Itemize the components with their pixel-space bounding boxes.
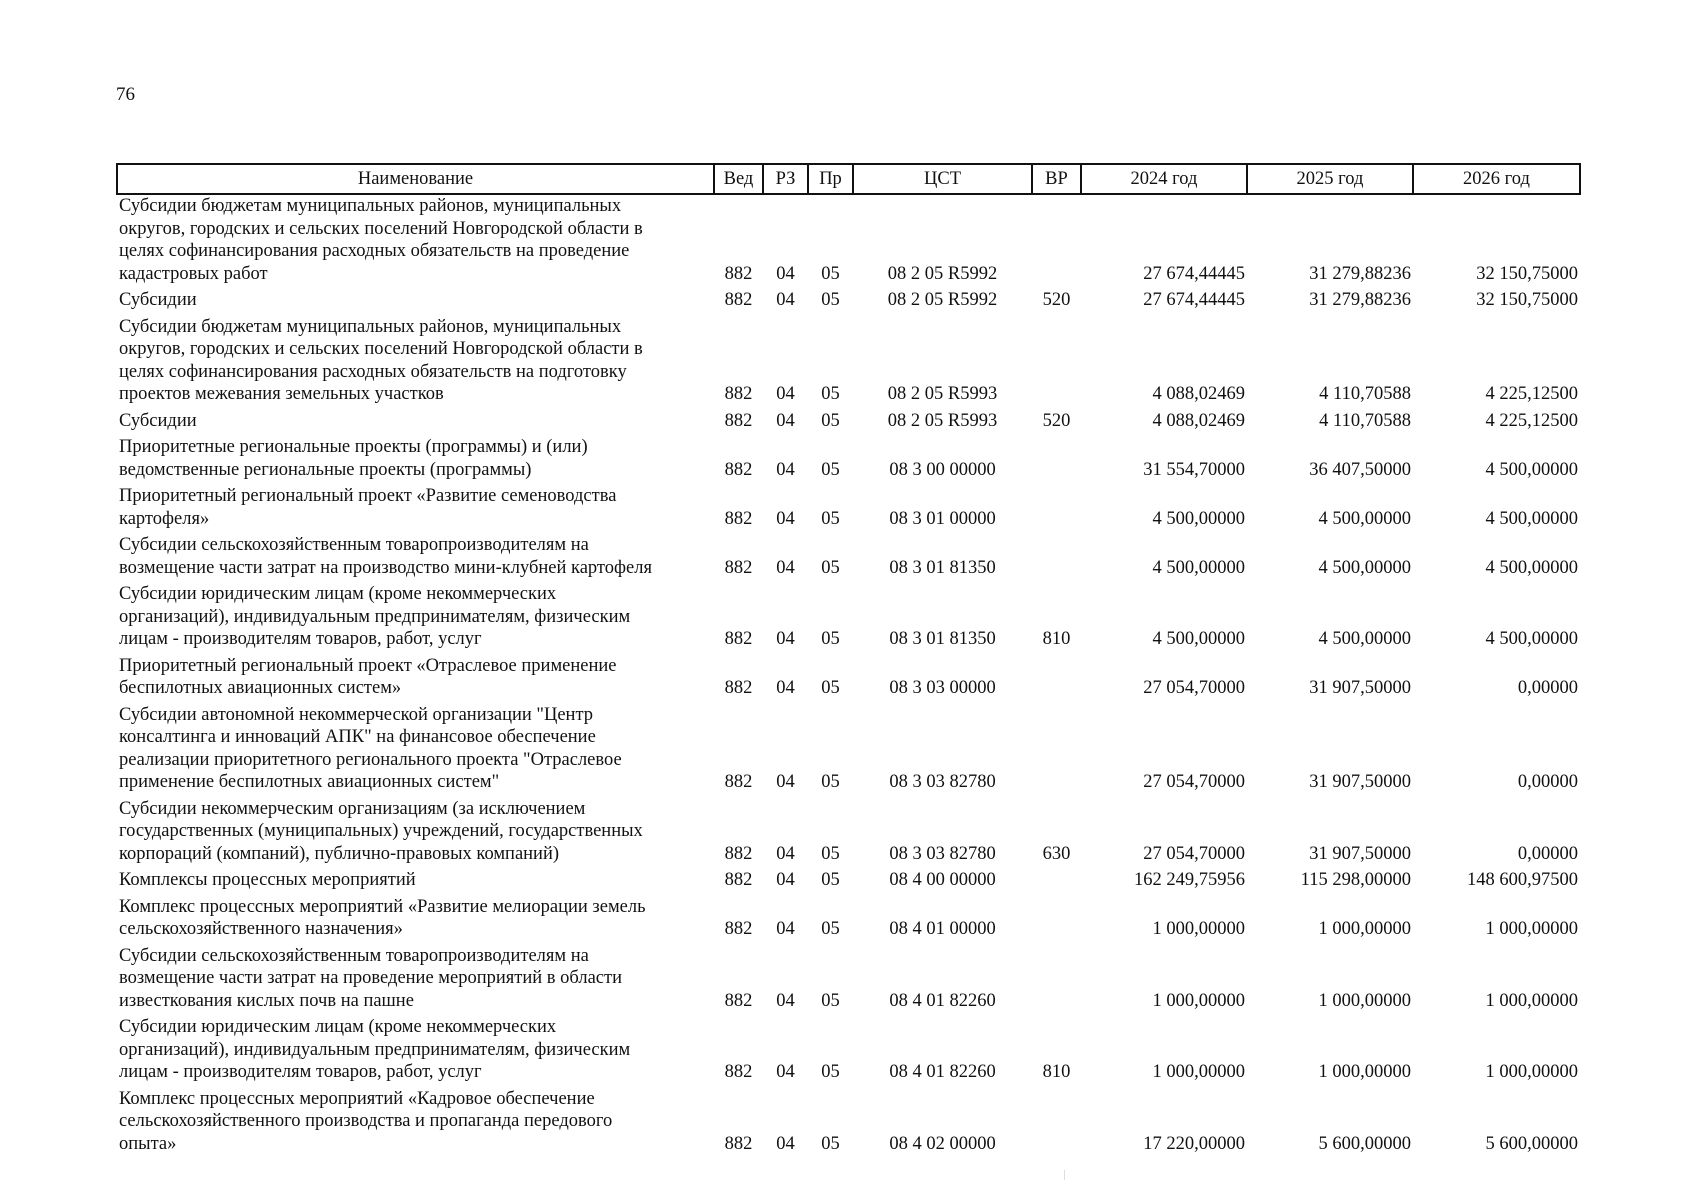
cell-2026: 32 150,75000 [1476, 290, 1578, 310]
cell-ved: 882 [724, 1062, 753, 1082]
cell-pr: 05 [821, 678, 840, 698]
cell-ved: 882 [724, 843, 753, 864]
header-pr: Пр [808, 164, 853, 194]
cell-2025: 31 279,88236 [1309, 290, 1411, 310]
cell-ved: 882 [724, 919, 753, 939]
header-2025: 2025 год [1247, 164, 1413, 194]
cell-name: Приоритетный региональный проект «Развитие семеноводства картофеля» [119, 486, 617, 529]
cell-ved: 882 [724, 557, 753, 578]
header-row [117, 164, 1580, 194]
table-row [117, 436, 1580, 485]
cell-rz: 04 [776, 290, 795, 310]
cell-cst: 08 4 02 00000 [889, 1133, 996, 1154]
cell-name: Приоритетные региональные проекты (программы) и (или) ведомственные региональные проекты (программы) [119, 437, 588, 480]
cell-name: Комплекс процессных мероприятий «Кадровое обеспечение сельскохозяйственного производства и пропаганда передового опыта» [119, 1088, 613, 1154]
cell-2026: 0,00000 [1517, 843, 1578, 864]
cell-pr: 05 [821, 263, 840, 284]
header-cst: ЦСТ [853, 164, 1032, 194]
cell-2026: 4 500,00000 [1485, 629, 1578, 649]
cell-name: Приоритетный региональный проект «Отраслевое применение беспилотных авиационных систем» [119, 655, 617, 698]
cell-2024: 17 220,00000 [1143, 1133, 1245, 1154]
cell-2025: 4 110,70588 [1319, 410, 1411, 431]
table-row [117, 289, 1580, 316]
cell-2025: 31 279,88236 [1309, 263, 1411, 284]
cell-rz: 04 [776, 459, 795, 480]
cell-2024: 1 000,00000 [1152, 1062, 1245, 1082]
cell-2026: 1 000,00000 [1485, 990, 1578, 1011]
cell-pr: 05 [821, 290, 840, 310]
cell-cst: 08 2 05 R5992 [887, 290, 998, 310]
cell-name: Субсидии [119, 290, 197, 310]
cell-2026: 1 000,00000 [1485, 1062, 1578, 1082]
cell-name: Субсидии некоммерческим организациям (за исключением государственных (муниципальных) учреждений, государственных корпораций (компаний), публично-правовых компаний) [119, 798, 643, 864]
cell-2026: 148 600,97500 [1467, 870, 1578, 890]
cell-2024: 27 674,44445 [1143, 290, 1245, 310]
cell-vr [1032, 316, 1081, 410]
cell-ved: 882 [724, 772, 753, 792]
cell-rz: 04 [776, 1062, 795, 1082]
cell-cst: 08 3 01 81350 [889, 557, 996, 578]
cell-ved: 882 [724, 263, 753, 284]
cell-2024: 31 554,70000 [1143, 459, 1245, 480]
cell-vr [1032, 436, 1081, 485]
cell-cst: 08 4 01 82260 [889, 1062, 996, 1082]
budget-table [116, 163, 1581, 1159]
cell-name: Субсидии автономной некоммерческой организации "Центр консалтинга и инноваций АПК" на финансовое обеспечение реализации приоритетного регионального проекта "Отраслевое применение беспилотных авиационных систем" [119, 704, 622, 792]
cell-cst: 08 3 03 00000 [889, 678, 996, 698]
table-row [117, 945, 1580, 1017]
cell-cst: 08 3 00 00000 [889, 459, 996, 480]
cell-rz: 04 [776, 919, 795, 939]
cell-rz: 04 [776, 843, 795, 864]
cell-2024: 27 054,70000 [1143, 678, 1245, 698]
table-row [117, 194, 1580, 289]
header-2026: 2026 год [1413, 164, 1580, 194]
cell-2025: 4 500,00000 [1318, 508, 1411, 529]
cell-pr: 05 [821, 557, 840, 578]
cell-2026: 4 500,00000 [1485, 459, 1578, 480]
cell-cst: 08 2 05 R5993 [887, 384, 998, 404]
cell-2026: 4 500,00000 [1485, 508, 1578, 529]
table-row [117, 896, 1580, 945]
cell-vr [1032, 655, 1081, 704]
cell-2024: 4 500,00000 [1152, 629, 1245, 649]
cell-vr: 520 [1042, 410, 1071, 431]
cell-2026: 0,00000 [1517, 678, 1578, 698]
cell-vr [1032, 194, 1081, 289]
cell-cst: 08 3 01 81350 [889, 629, 996, 649]
cell-vr [1032, 534, 1081, 583]
cell-name: Субсидии сельскохозяйственным товаропроизводителям на возмещение части затрат на производство мини-клубней картофеля [119, 535, 652, 578]
cell-cst: 08 3 03 82780 [889, 772, 996, 792]
cell-cst: 08 4 00 00000 [889, 870, 996, 890]
cell-cst: 08 4 01 82260 [889, 990, 996, 1011]
cell-2025: 1 000,00000 [1318, 990, 1411, 1011]
cell-pr: 05 [821, 772, 840, 792]
cell-rz: 04 [776, 410, 795, 431]
scan-artifact [1064, 1170, 1065, 1180]
cell-2024: 162 249,75956 [1134, 870, 1245, 890]
cell-pr: 05 [821, 384, 840, 404]
cell-pr: 05 [821, 459, 840, 480]
cell-2025: 1 000,00000 [1318, 919, 1411, 939]
cell-ved: 882 [724, 384, 753, 404]
cell-ved: 882 [724, 629, 753, 649]
header-rz: РЗ [763, 164, 808, 194]
cell-vr [1032, 485, 1081, 534]
cell-vr: 630 [1042, 843, 1071, 864]
table-row [117, 798, 1580, 870]
cell-pr: 05 [821, 410, 840, 431]
cell-pr: 05 [821, 1133, 840, 1154]
cell-2025: 4 500,00000 [1318, 629, 1411, 649]
table-row [117, 485, 1580, 534]
cell-2026: 5 600,00000 [1485, 1133, 1578, 1154]
cell-2025: 1 000,00000 [1318, 1062, 1411, 1082]
cell-2026: 1 000,00000 [1485, 919, 1578, 939]
cell-rz: 04 [776, 870, 795, 890]
cell-name: Комплексы процессных мероприятий [119, 870, 416, 890]
table-row [117, 1016, 1580, 1088]
header-vr: ВР [1032, 164, 1081, 194]
cell-vr [1032, 896, 1081, 945]
cell-2024: 27 054,70000 [1143, 772, 1245, 792]
header-ved: Вед [714, 164, 763, 194]
cell-2024: 4 500,00000 [1152, 557, 1245, 578]
cell-vr: 810 [1042, 629, 1071, 649]
cell-name: Субсидии юридическим лицам (кроме некоммерческих организаций), индивидуальным предпринимателям, физическим лицам - производителям товаров, работ, услуг [119, 1017, 631, 1082]
cell-2024: 4 088,02469 [1152, 410, 1245, 431]
cell-vr [1032, 945, 1081, 1017]
cell-vr [1032, 1088, 1081, 1160]
cell-name: Субсидии бюджетам муниципальных районов, муниципальных округов, городских и сельских поселений Новгородской области в целях софинансирования расходных обязательств на проведение кадастровых работ [119, 196, 643, 284]
cell-2024: 4 500,00000 [1152, 508, 1245, 529]
cell-rz: 04 [776, 990, 795, 1011]
cell-rz: 04 [776, 263, 795, 284]
table-header [117, 164, 1580, 194]
cell-ved: 882 [724, 459, 753, 480]
cell-2025: 31 907,50000 [1309, 843, 1411, 864]
cell-ved: 882 [724, 410, 753, 431]
table-body [117, 194, 1580, 1159]
cell-vr: 810 [1042, 1062, 1071, 1082]
cell-ved: 882 [724, 1133, 753, 1154]
cell-cst: 08 2 05 R5993 [887, 410, 998, 431]
cell-name: Комплекс процессных мероприятий «Развитие мелиорации земель сельскохозяйственного назначения» [119, 896, 646, 939]
cell-ved: 882 [724, 508, 753, 529]
table-row [117, 410, 1580, 437]
cell-rz: 04 [776, 678, 795, 698]
cell-pr: 05 [821, 629, 840, 649]
cell-2026: 0,00000 [1517, 772, 1578, 792]
cell-2025: 4 110,70588 [1319, 384, 1411, 404]
cell-2025: 31 907,50000 [1309, 678, 1411, 698]
cell-2024: 1 000,00000 [1152, 990, 1245, 1011]
cell-2026: 4 500,00000 [1485, 557, 1578, 578]
table-row [117, 534, 1580, 583]
cell-rz: 04 [776, 508, 795, 529]
cell-ved: 882 [724, 990, 753, 1011]
cell-pr: 05 [821, 508, 840, 529]
table-row [117, 704, 1580, 798]
cell-ved: 882 [724, 870, 753, 890]
cell-name: Субсидии бюджетам муниципальных районов, муниципальных округов, городских и сельских поселений Новгородской области в целях софинансирования расходных обязательств на подготовку проектов межевания земельных участков [119, 316, 643, 404]
cell-name: Субсидии сельскохозяйственным товаропроизводителям на возмещение части затрат на проведение мероприятий в области известкования кислых почв на пашне [119, 945, 622, 1011]
cell-pr: 05 [821, 990, 840, 1011]
cell-cst: 08 2 05 R5992 [887, 263, 998, 284]
page-number: 76 [116, 84, 135, 105]
cell-2025: 4 500,00000 [1318, 557, 1411, 578]
cell-ved: 882 [724, 678, 753, 698]
cell-2026: 4 225,12500 [1485, 384, 1578, 404]
cell-2026: 32 150,75000 [1476, 263, 1578, 284]
header-name: Наименование [117, 164, 714, 194]
cell-vr [1032, 869, 1081, 896]
cell-2024: 1 000,00000 [1152, 919, 1245, 939]
table-row [117, 1088, 1580, 1160]
cell-name: Субсидии [119, 410, 197, 431]
table-row [117, 316, 1580, 410]
cell-2025: 115 298,00000 [1300, 870, 1411, 890]
cell-rz: 04 [776, 772, 795, 792]
budget-table-container [116, 163, 1579, 1159]
cell-pr: 05 [821, 843, 840, 864]
cell-cst: 08 3 03 82780 [889, 843, 996, 864]
cell-2024: 27 054,70000 [1143, 843, 1245, 864]
cell-rz: 04 [776, 384, 795, 404]
cell-vr [1032, 704, 1081, 798]
table-row [117, 583, 1580, 655]
cell-2024: 4 088,02469 [1152, 384, 1245, 404]
cell-2026: 4 225,12500 [1485, 410, 1578, 431]
table-row [117, 655, 1580, 704]
cell-pr: 05 [821, 870, 840, 890]
cell-cst: 08 3 01 00000 [889, 508, 996, 529]
cell-rz: 04 [776, 557, 795, 578]
cell-pr: 05 [821, 919, 840, 939]
cell-ved: 882 [724, 290, 753, 310]
cell-2025: 36 407,50000 [1309, 459, 1411, 480]
cell-pr: 05 [821, 1062, 840, 1082]
cell-cst: 08 4 01 00000 [889, 919, 996, 939]
cell-2025: 31 907,50000 [1309, 772, 1411, 792]
table-row [117, 869, 1580, 896]
cell-rz: 04 [776, 629, 795, 649]
cell-2024: 27 674,44445 [1143, 263, 1245, 284]
cell-vr: 520 [1042, 290, 1071, 310]
header-2024: 2024 год [1081, 164, 1247, 194]
cell-rz: 04 [776, 1133, 795, 1154]
cell-2025: 5 600,00000 [1318, 1133, 1411, 1154]
cell-name: Субсидии юридическим лицам (кроме некоммерческих организаций), индивидуальным предпринимателям, физическим лицам - производителям товаров, работ, услуг [119, 584, 631, 649]
